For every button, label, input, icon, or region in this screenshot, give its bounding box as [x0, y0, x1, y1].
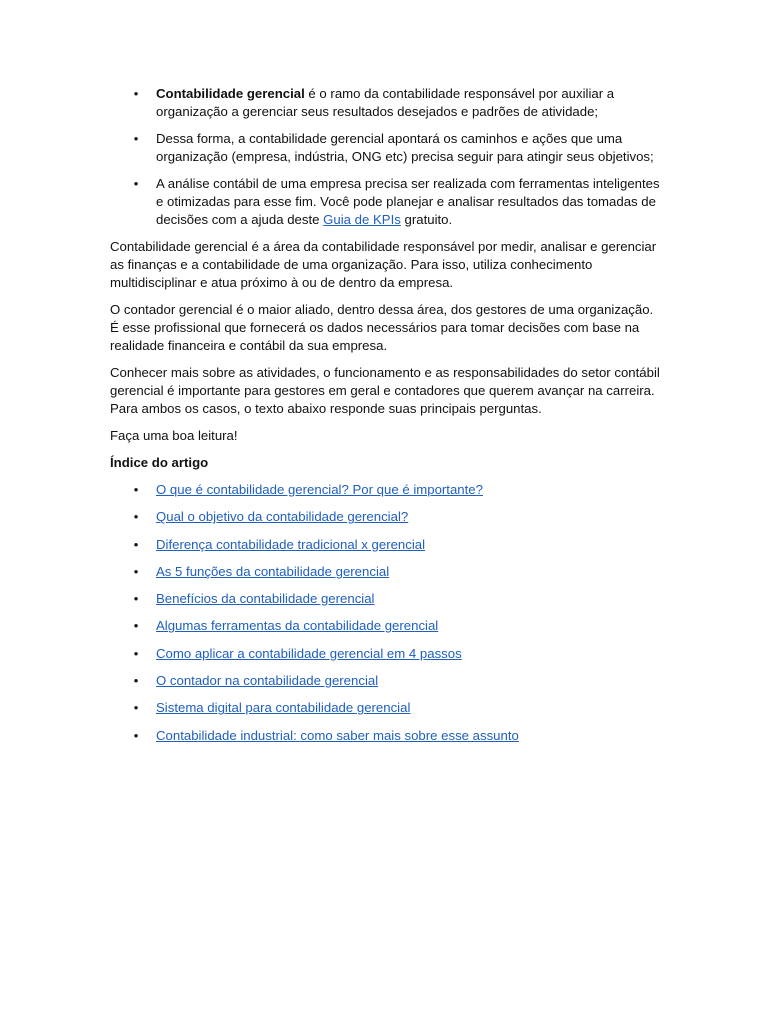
list-item — [110, 85, 660, 121]
bullet-icon: • — [133, 536, 139, 552]
bullet-icon: • — [133, 591, 139, 607]
index-link[interactable]: Benefícios da contabilidade gerencial — [156, 591, 375, 607]
paragraph: Conhecer mais sobre as atividades, o funcionamento e as responsabilidades do setor contábil gerencial é importante para gestores em geral e contadores que querem avançar na carreira. Para ambos os casos, o texto abaixo responde suas principais perguntas. — [110, 365, 660, 416]
list-item — [110, 130, 660, 166]
document-page — [110, 85, 660, 754]
index-link[interactable]: Como aplicar a contabilidade gerencial em 4 passos — [156, 645, 462, 661]
index-link[interactable]: O contador na contabilidade gerencial — [156, 673, 379, 689]
bullet-icon: • — [133, 176, 139, 191]
bullet-text: A análise contábil de uma empresa precisa ser realizada com ferramentas inteligentes e otimizadas para esse fim. Você pode planejar e analisar resultados das tomadas de decisões com a ajuda deste — [156, 176, 660, 227]
index-heading: Índice do artigo — [110, 455, 209, 470]
bullet-icon: • — [133, 700, 139, 716]
bullet-text: é o ramo da contabilidade responsável por auxiliar a organização a gerenciar seus resultados desejados e padrões de atividade; — [156, 86, 615, 119]
bullet-icon: • — [133, 131, 139, 146]
index-item — [110, 645, 660, 663]
index-item — [110, 481, 660, 499]
intro-bullet-list — [110, 85, 660, 229]
kpi-guide-link[interactable]: Guia de KPIs — [323, 212, 401, 227]
bold-term: Contabilidade gerencial — [156, 86, 305, 101]
bullet-text: Dessa forma, a contabilidade gerencial apontará os caminhos e ações que uma organização (empresa, indústria, ONG etc) precisa seguir para atingir seus objetivos; — [156, 131, 654, 164]
index-link[interactable]: O que é contabilidade gerencial? Por que é importante? — [156, 482, 483, 497]
index-item — [110, 672, 660, 690]
list-item — [110, 175, 660, 229]
index-item — [110, 563, 660, 581]
paragraph: O contador gerencial é o maior aliado, dentro dessa área, dos gestores de uma organização. É esse profissional que fornecerá os dados necessários para tomar decisões com base na realidade financeira e contábil da sua empresa. — [110, 302, 654, 353]
index-item — [110, 617, 660, 635]
index-link[interactable]: Qual o objetivo da contabilidade gerencial? — [156, 509, 409, 525]
bullet-icon: • — [133, 727, 139, 743]
bullet-text-after: gratuito. — [400, 212, 453, 227]
bullet-icon: • — [133, 482, 139, 497]
index-item — [110, 699, 660, 717]
paragraph: Faça uma boa leitura! — [110, 428, 238, 443]
index-link[interactable]: As 5 funções da contabilidade gerencial — [156, 563, 390, 579]
bullet-icon: • — [133, 86, 139, 101]
bullet-icon: • — [133, 673, 139, 689]
article-index-list — [110, 481, 660, 745]
index-item — [110, 536, 660, 554]
bullet-icon: • — [133, 618, 139, 634]
index-item — [110, 508, 660, 526]
index-link[interactable]: Diferença contabilidade tradicional x gerencial — [156, 536, 426, 552]
bullet-icon: • — [133, 509, 139, 525]
paragraph: Contabilidade gerencial é a área da contabilidade responsável por medir, analisar e gerenciar as finanças e a contabilidade de uma organização. Para isso, utiliza conhecimento multidisciplinar e atua próximo à ou de dentro da empresa. — [110, 239, 657, 290]
bullet-icon: • — [133, 563, 139, 579]
index-link[interactable]: Sistema digital para contabilidade gerencial — [156, 700, 411, 716]
index-link[interactable]: Contabilidade industrial: como saber mais sobre esse assunto — [156, 727, 519, 743]
bullet-icon: • — [133, 645, 139, 661]
index-link[interactable]: Algumas ferramentas da contabilidade gerencial — [156, 618, 439, 634]
index-item — [110, 727, 660, 745]
index-item — [110, 590, 660, 608]
